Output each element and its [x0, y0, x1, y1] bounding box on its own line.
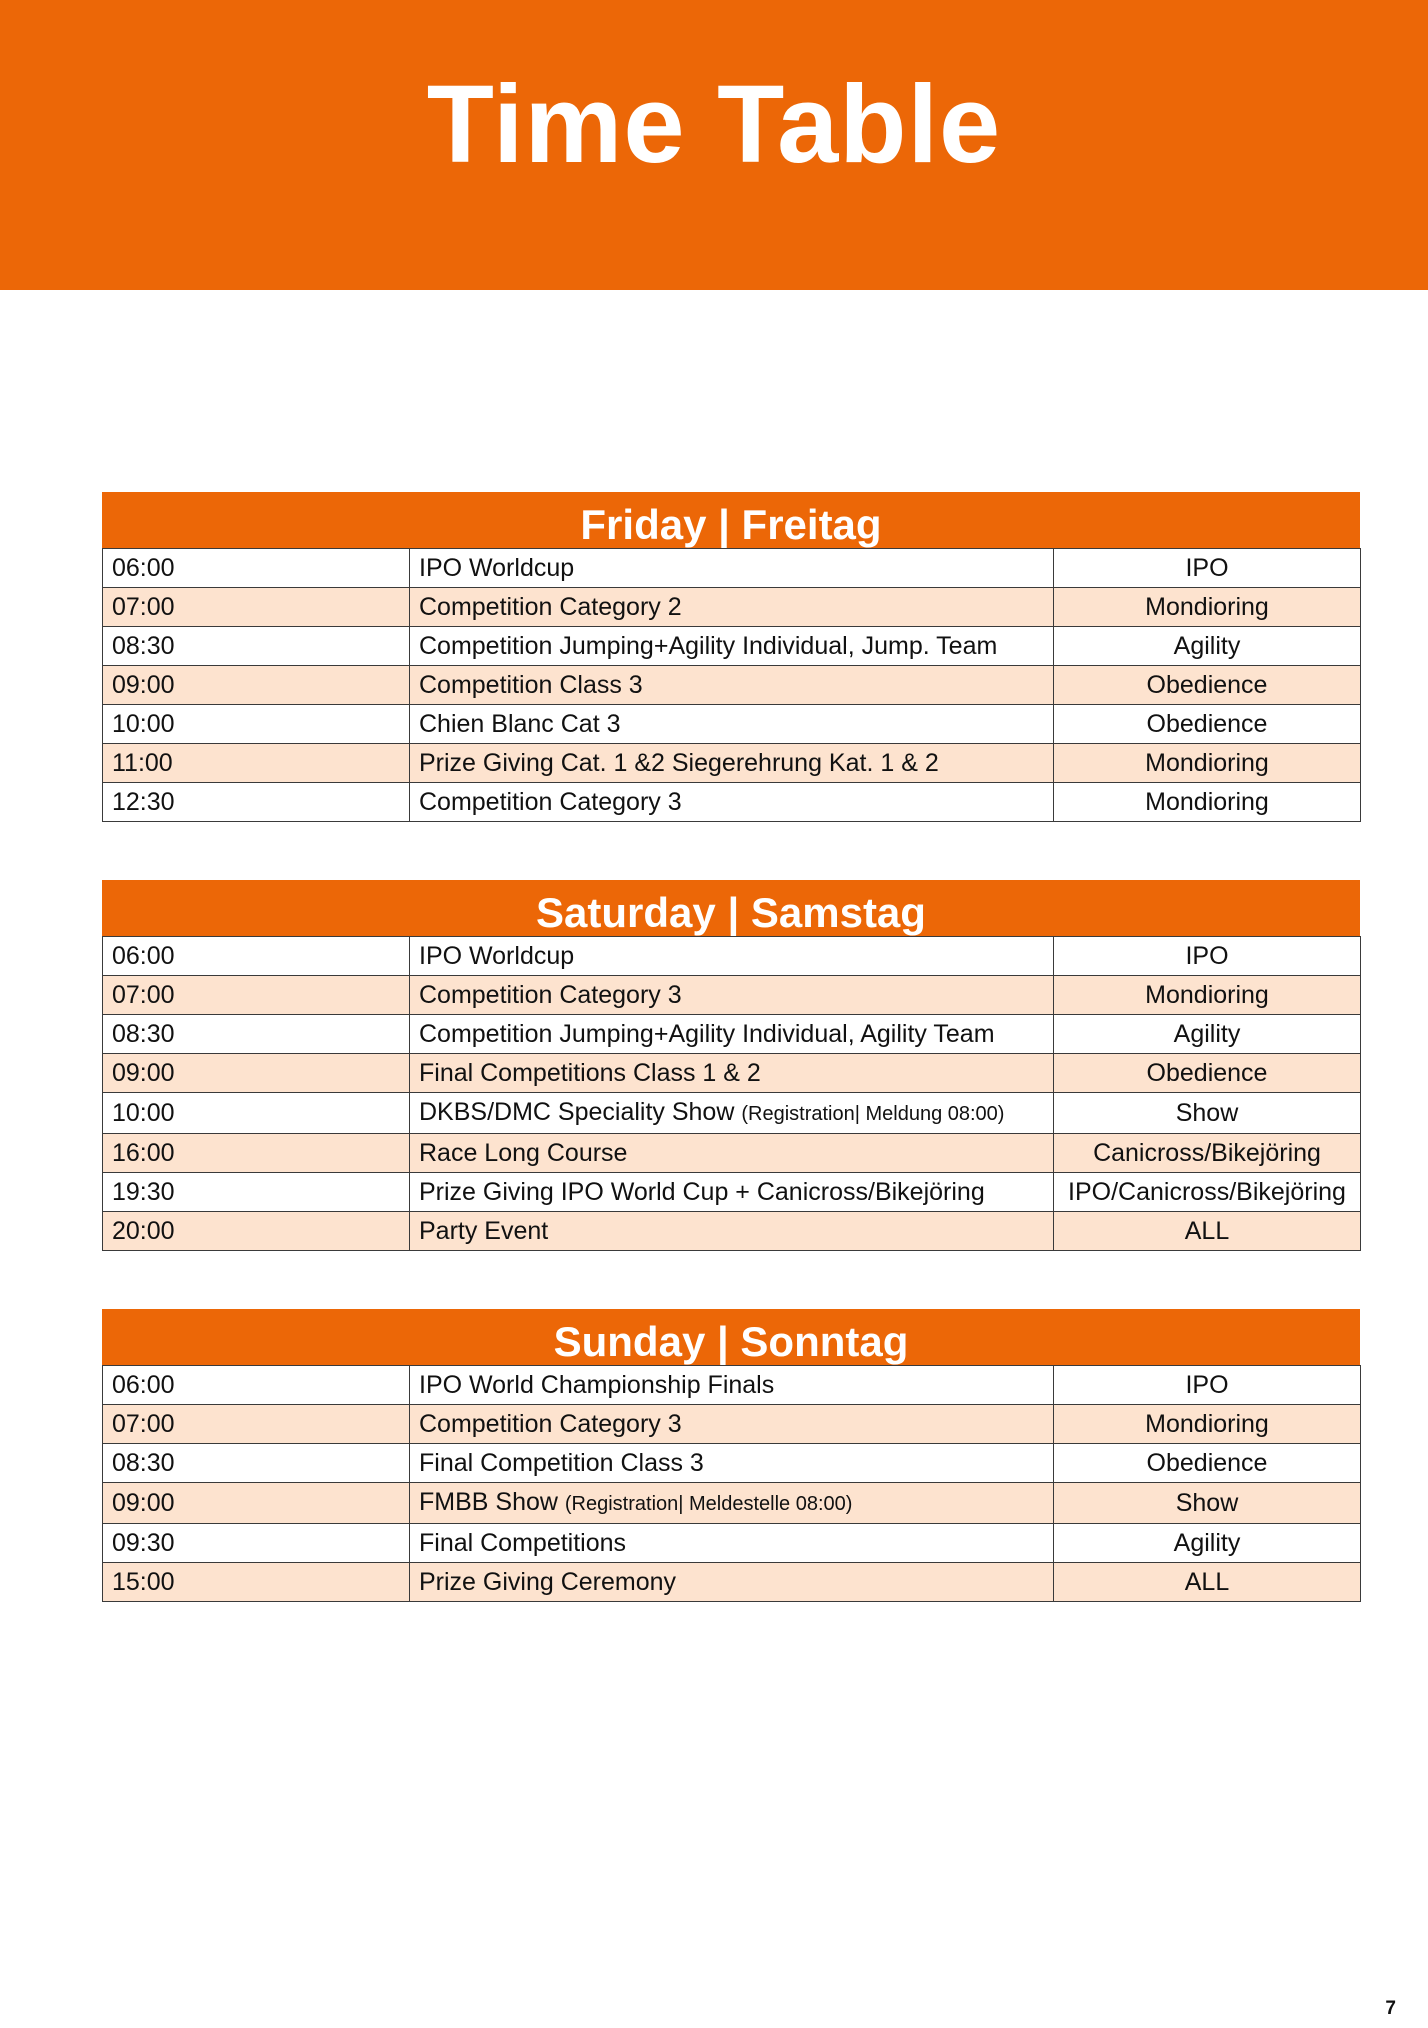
category-cell: Obedience — [1054, 666, 1361, 705]
time-cell: 06:00 — [103, 549, 410, 588]
saturday-schedule — [102, 880, 1360, 1251]
event-name: Competition Category 3 — [419, 788, 682, 816]
event-name: Race Long Course — [419, 1139, 628, 1167]
event-note: (Registration| Meldung 08:00) — [741, 1103, 1005, 1125]
table-row — [103, 1134, 1361, 1173]
event-cell — [410, 1366, 1054, 1405]
table-row — [103, 1524, 1361, 1563]
event-name: Prize Giving Ceremony — [419, 1568, 677, 1596]
event-name: Competition Category 3 — [419, 1410, 682, 1438]
event-cell — [410, 1483, 1054, 1524]
category-cell: IPO/Canicross/Bikejöring — [1054, 1173, 1361, 1212]
event-cell — [410, 588, 1054, 627]
day-header-friday: Friday | Freitag — [102, 492, 1360, 548]
table-row — [103, 1093, 1361, 1134]
event-note: (Registration| Meldestelle 08:00) — [564, 1493, 853, 1515]
table-row — [103, 549, 1361, 588]
table-row — [103, 1483, 1361, 1524]
table-row — [103, 705, 1361, 744]
event-cell — [410, 1093, 1054, 1134]
table-row — [103, 1173, 1361, 1212]
category-cell: Show — [1054, 1483, 1361, 1524]
time-cell: 07:00 — [103, 1405, 410, 1444]
event-name: Final Competitions Class 1 & 2 — [419, 1059, 761, 1087]
event-name: Competition Jumping+Agility Individual, Jump. Team — [419, 632, 998, 660]
time-cell: 07:00 — [103, 976, 410, 1015]
category-cell: Mondioring — [1054, 1405, 1361, 1444]
event-name: Competition Category 3 — [419, 981, 682, 1009]
event-cell — [410, 1212, 1054, 1251]
event-cell — [410, 1054, 1054, 1093]
event-name: Prize Giving IPO World Cup + Canicross/Bikejöring — [419, 1178, 985, 1206]
schedule-table-sunday — [102, 1365, 1361, 1602]
time-cell: 06:00 — [103, 937, 410, 976]
event-name: Competition Jumping+Agility Individual, Agility Team — [419, 1020, 995, 1048]
time-cell: 11:00 — [103, 744, 410, 783]
table-row — [103, 937, 1361, 976]
event-cell — [410, 705, 1054, 744]
time-cell: 16:00 — [103, 1134, 410, 1173]
category-cell: Mondioring — [1054, 976, 1361, 1015]
category-cell: IPO — [1054, 549, 1361, 588]
table-row — [103, 1054, 1361, 1093]
time-cell: 10:00 — [103, 705, 410, 744]
table-row — [103, 783, 1361, 822]
table-row — [103, 1563, 1361, 1602]
time-cell: 10:00 — [103, 1093, 410, 1134]
event-cell — [410, 1015, 1054, 1054]
title-banner — [0, 0, 1428, 290]
time-cell: 15:00 — [103, 1563, 410, 1602]
page-title: Time Table — [426, 63, 1002, 186]
schedule-table-friday — [102, 548, 1361, 822]
event-name: IPO Worldcup — [419, 942, 575, 970]
event-cell — [410, 1563, 1054, 1602]
day-header-sunday: Sunday | Sonntag — [102, 1309, 1360, 1365]
table-row — [103, 744, 1361, 783]
event-name: Party Event — [419, 1217, 549, 1245]
event-cell — [410, 1173, 1054, 1212]
category-cell: Agility — [1054, 627, 1361, 666]
time-cell: 12:30 — [103, 783, 410, 822]
table-row — [103, 1366, 1361, 1405]
friday-schedule — [102, 492, 1360, 822]
event-name: IPO World Championship Finals — [419, 1371, 775, 1399]
table-row — [103, 627, 1361, 666]
event-cell — [410, 744, 1054, 783]
event-name: DKBS/DMC Speciality Show — [419, 1098, 735, 1126]
time-cell: 08:30 — [103, 1444, 410, 1483]
event-cell — [410, 937, 1054, 976]
event-cell — [410, 549, 1054, 588]
event-cell — [410, 1405, 1054, 1444]
category-cell: Mondioring — [1054, 783, 1361, 822]
time-cell: 07:00 — [103, 588, 410, 627]
category-cell: Obedience — [1054, 1054, 1361, 1093]
event-cell — [410, 783, 1054, 822]
schedule-table-saturday — [102, 936, 1361, 1251]
category-cell: Canicross/Bikejöring — [1054, 1134, 1361, 1173]
event-name: Competition Class 3 — [419, 671, 643, 699]
event-name: FMBB Show — [419, 1488, 558, 1516]
table-row — [103, 588, 1361, 627]
time-cell: 09:00 — [103, 666, 410, 705]
category-cell: Show — [1054, 1093, 1361, 1134]
event-cell — [410, 976, 1054, 1015]
table-row — [103, 1405, 1361, 1444]
time-cell: 08:30 — [103, 627, 410, 666]
category-cell: Mondioring — [1054, 588, 1361, 627]
category-cell: Obedience — [1054, 705, 1361, 744]
event-cell — [410, 1444, 1054, 1483]
category-cell: IPO — [1054, 1366, 1361, 1405]
category-cell: Obedience — [1054, 1444, 1361, 1483]
category-cell: Agility — [1054, 1015, 1361, 1054]
event-name: Prize Giving Cat. 1 &2 Siegerehrung Kat. 1 & 2 — [419, 749, 939, 777]
table-row — [103, 1015, 1361, 1054]
table-row — [103, 1444, 1361, 1483]
category-cell: IPO — [1054, 937, 1361, 976]
page-number: 7 — [1385, 1998, 1396, 2019]
time-cell: 20:00 — [103, 1212, 410, 1251]
time-cell: 19:30 — [103, 1173, 410, 1212]
event-name: Final Competition Class 3 — [419, 1449, 704, 1477]
time-cell: 09:00 — [103, 1054, 410, 1093]
sunday-schedule — [102, 1309, 1360, 1602]
category-cell: Mondioring — [1054, 744, 1361, 783]
event-cell — [410, 627, 1054, 666]
table-row — [103, 1212, 1361, 1251]
time-cell: 09:00 — [103, 1483, 410, 1524]
event-name: Chien Blanc Cat 3 — [419, 710, 621, 738]
time-cell: 09:30 — [103, 1524, 410, 1563]
event-cell — [410, 1134, 1054, 1173]
event-cell — [410, 666, 1054, 705]
category-cell: Agility — [1054, 1524, 1361, 1563]
category-cell: ALL — [1054, 1212, 1361, 1251]
category-cell: ALL — [1054, 1563, 1361, 1602]
table-row — [103, 976, 1361, 1015]
event-cell — [410, 1524, 1054, 1563]
time-cell: 08:30 — [103, 1015, 410, 1054]
table-row — [103, 666, 1361, 705]
time-cell: 06:00 — [103, 1366, 410, 1405]
day-header-saturday: Saturday | Samstag — [102, 880, 1360, 936]
event-name: IPO Worldcup — [419, 554, 575, 582]
event-name: Competition Category 2 — [419, 593, 682, 621]
event-name: Final Competitions — [419, 1529, 627, 1557]
